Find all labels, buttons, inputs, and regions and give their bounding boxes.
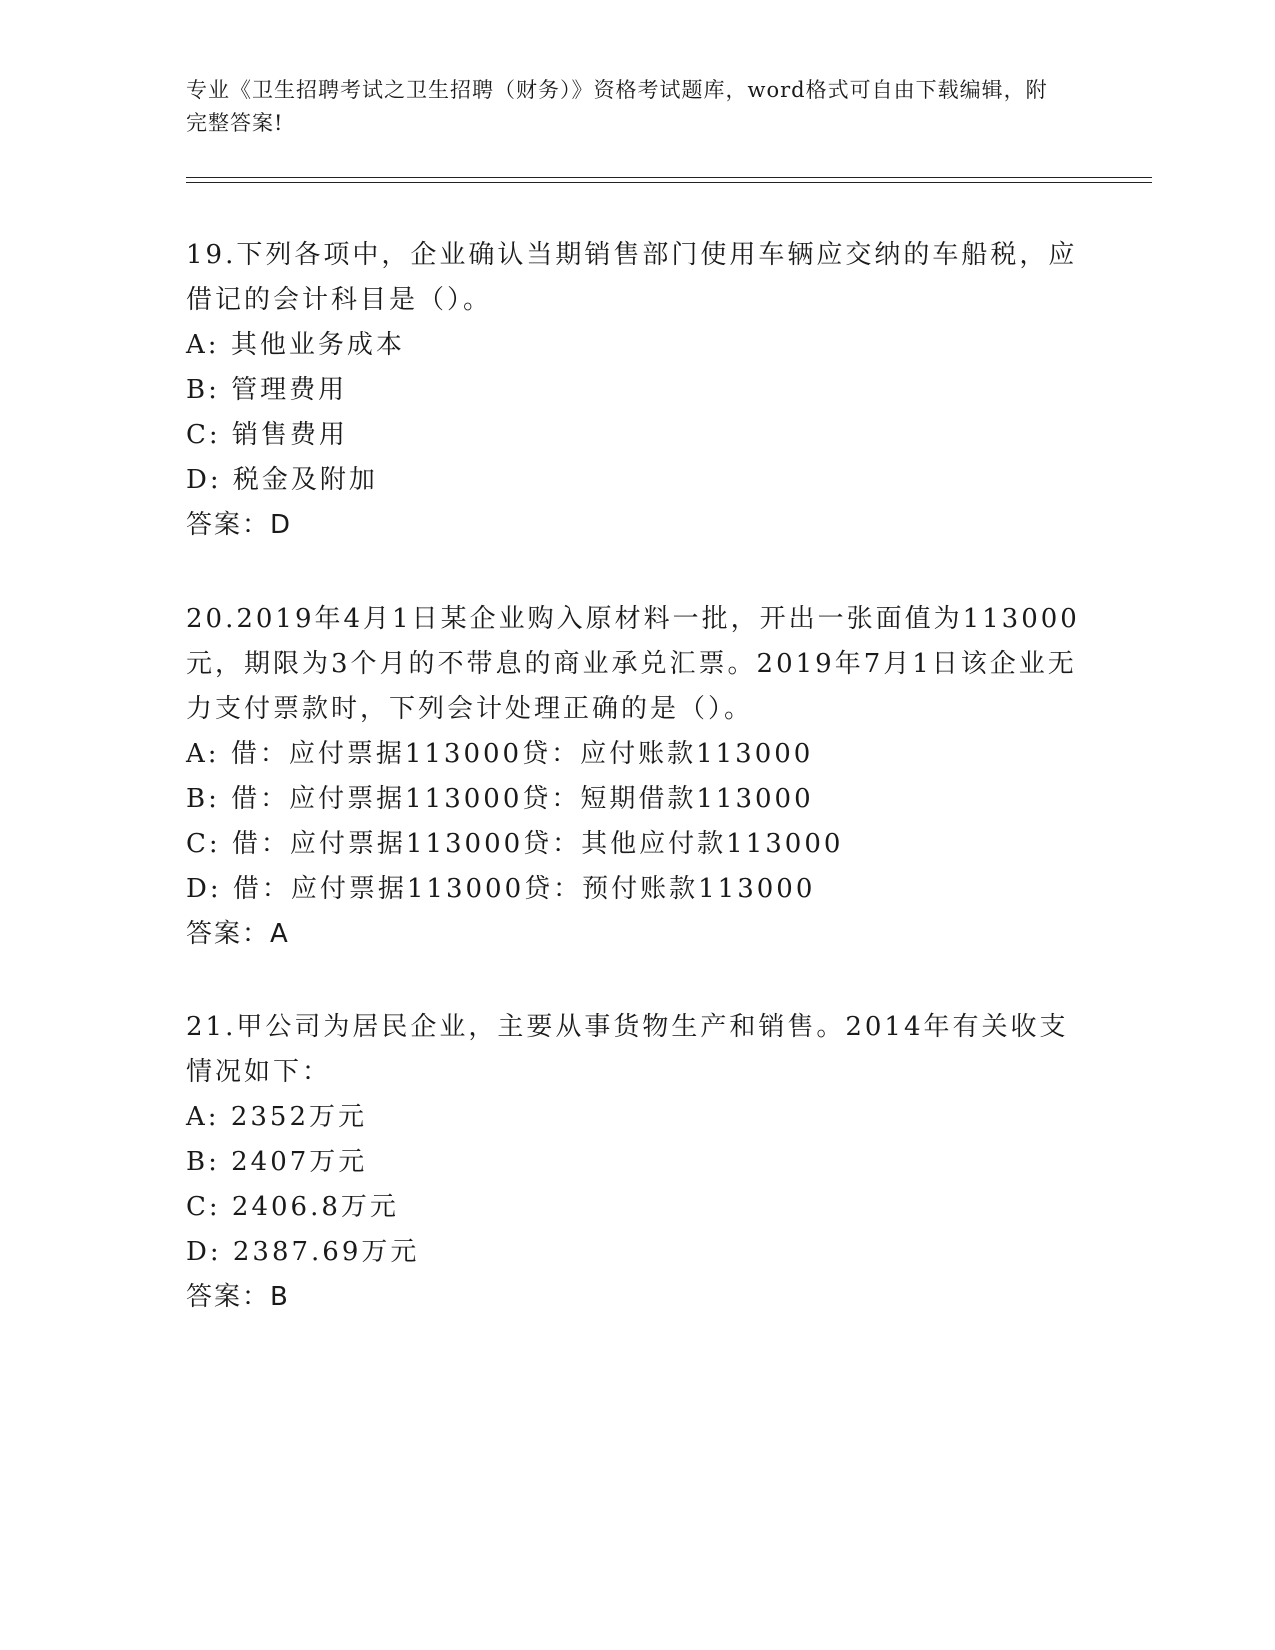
document-header: 专业《卫生招聘考试之卫生招聘（财务）》资格考试题库，word格式可自由下载编辑，附完整答案!	[186, 78, 1048, 135]
option-label: A:	[186, 739, 220, 769]
answer: 答案：B	[186, 1282, 290, 1312]
option-d	[186, 1230, 1086, 1275]
question-stem: 20.2019年4月1日某企业购入原材料一批，开出一张面值为113000元，期限为3个月的不带息的商业承兑汇票。2019年7月1日该企业无力支付票款时，下列会计处理正确的是（）。	[186, 604, 1080, 724]
option-d	[186, 458, 1086, 503]
option-d	[186, 867, 1086, 912]
option-label: C:	[186, 420, 221, 450]
option-b	[186, 777, 1086, 822]
option-text: 2352万元	[230, 1102, 367, 1132]
option-b	[186, 1140, 1086, 1185]
option-text: 2407万元	[231, 1147, 368, 1177]
option-label: A:	[186, 330, 220, 360]
option-text: 税金及附加	[232, 465, 378, 495]
option-a	[186, 323, 1086, 368]
question-19	[186, 233, 1086, 548]
option-label: A:	[186, 1102, 220, 1132]
option-text: 2406.8万元	[231, 1192, 399, 1222]
header-divider-bottom	[186, 182, 1152, 183]
question-21	[186, 1005, 1086, 1320]
option-label: D:	[186, 874, 222, 904]
option-label: B:	[186, 1147, 220, 1177]
option-label: D:	[186, 465, 222, 495]
option-label: B:	[186, 784, 220, 814]
option-a	[186, 1095, 1086, 1140]
answer: 答案：A	[186, 919, 290, 949]
option-c	[186, 1185, 1086, 1230]
option-text: 借：应付票据113000贷：短期借款113000	[231, 784, 814, 814]
option-label: C:	[186, 829, 221, 859]
question-20	[186, 597, 1086, 957]
option-text: 销售费用	[231, 420, 348, 450]
header-divider-top	[186, 177, 1152, 178]
option-text: 借：应付票据113000贷：应付账款113000	[230, 739, 814, 769]
option-label: D:	[186, 1237, 222, 1267]
option-text: 2387.69万元	[232, 1237, 420, 1267]
option-c	[186, 822, 1086, 867]
option-a	[186, 732, 1086, 777]
option-label: C:	[186, 1192, 221, 1222]
option-text: 管理费用	[231, 375, 348, 405]
answer: 答案：D	[186, 510, 293, 540]
question-stem: 21.甲公司为居民企业，主要从事货物生产和销售。2014年有关收支情况如下：	[186, 1012, 1069, 1087]
option-b	[186, 368, 1086, 413]
option-text: 借：应付票据113000贷：预付账款113000	[232, 874, 816, 904]
option-text: 借：应付票据113000贷：其他应付款113000	[231, 829, 844, 859]
option-c	[186, 413, 1086, 458]
question-stem: 19.下列各项中，企业确认当期销售部门使用车辆应交纳的车船税，应借记的会计科目是（）。	[186, 240, 1078, 315]
option-label: B:	[186, 375, 220, 405]
option-text: 其他业务成本	[230, 330, 405, 360]
